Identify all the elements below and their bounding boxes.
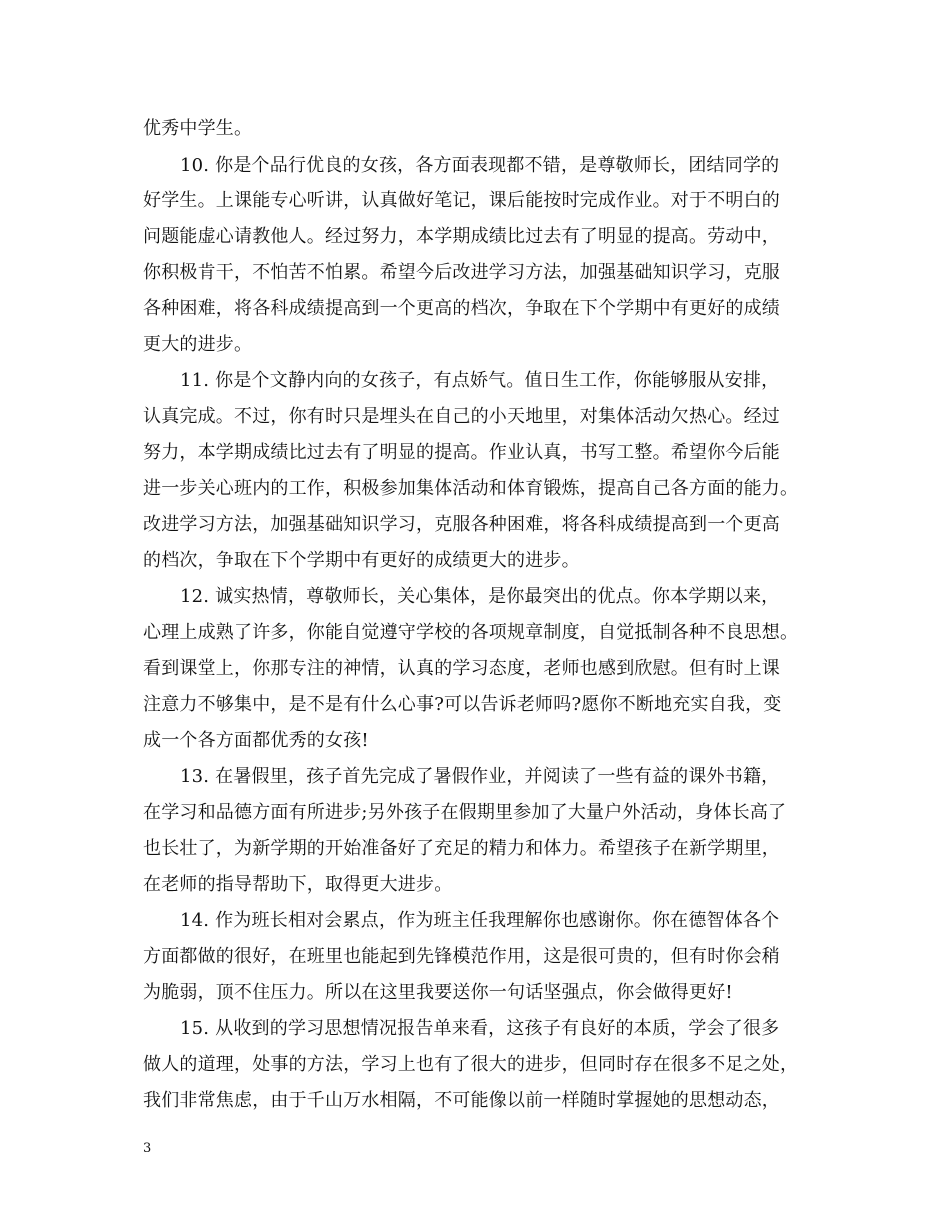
text-line: 认真完成。不过，你有时只是埋头在自己的小天地里，对集体活动欠热心。经过 [143,406,780,427]
text-line: 做人的道理，处事的方法，学习上也有了很大的进步，但同时存在很多不足之处， [143,1054,799,1075]
text-line: 方面都做的很好，在班里也能起到先锋模范作用，这是很可贵的，但有时你会稍 [143,946,780,967]
text-line: 努力，本学期成绩比过去有了明显的提高。作业认真，书写工整。希望你今后能 [143,442,780,463]
text-line: 10. 你是个品行优良的女孩，各方面表现都不错，是尊敬师长，团结同学的 [180,155,780,176]
text-line: 15. 从收到的学习思想情况报告单来看，这孩子有良好的本质，学会了很多 [180,1018,780,1039]
text-line: 12. 诚实热情，尊敬师长，关心集体，是你最突出的优点。你本学期以来， [180,586,780,607]
text-line: 注意力不够集中，是不是有什么心事?可以告诉老师吗?愿你不断地充实自我，变 [143,694,782,715]
text-line: 改进学习方法，加强基础知识学习，克服各种困难，将各科成绩提高到一个更高 [143,514,780,535]
text-line: 心理上成熟了许多，你能自觉遵守学校的各项规章制度，自觉抵制各种不良思想。 [143,622,799,643]
text-line: 13. 在暑假里，孩子首先完成了暑假作业，并阅读了一些有益的课外书籍， [180,766,780,787]
text-line: 问题能虚心请教他人。经过努力，本学期成绩比过去有了明显的提高。劳动中， [143,226,780,247]
text-line: 看到课堂上，你那专注的神情，认真的学习态度，老师也感到欣慰。但有时上课 [143,658,780,679]
text-line: 在学习和品德方面有所进步;另外孩子在假期里参加了大量户外活动，身体长高了 [143,802,787,823]
text-line: 更大的进步。 [143,334,253,355]
text-line: 我们非常焦虑，由于千山万水相隔，不可能像以前一样随时掌握她的思想动态， [143,1090,780,1111]
text-line: 好学生。上课能专心听讲，认真做好笔记，课后能按时完成作业。对于不明白的 [143,190,780,211]
text-line: 进一步关心班内的工作，积极参加集体活动和体育锻炼，提高自己各方面的能力。 [143,478,799,499]
text-line: 优秀中学生。 [143,118,253,139]
text-line: 在老师的指导帮助下，取得更大进步。 [143,874,453,895]
page-number: 3 [143,1141,152,1156]
text-line: 你积极肯干，不怕苦不怕累。希望今后改进学习方法，加强基础知识学习，克服 [143,262,780,283]
text-line: 14. 作为班长相对会累点，作为班主任我理解你也感谢你。你在德智体各个 [180,910,780,931]
text-line: 11. 你是个文静内向的女孩子，有点娇气。值日生工作，你能够服从安排， [180,370,780,391]
text-line: 也长壮了，为新学期的开始准备好了充足的精力和体力。希望孩子在新学期里， [143,838,780,859]
text-line: 成一个各方面都优秀的女孩! [143,730,369,751]
text-line: 为脆弱，顶不住压力。所以在这里我要送你一句话坚强点，你会做得更好! [143,982,733,1003]
text-line: 的档次，争取在下个学期中有更好的成绩更大的进步。 [143,550,580,571]
text-line: 各种困难，将各科成绩提高到一个更高的档次，争取在下个学期中有更好的成绩 [143,298,780,319]
